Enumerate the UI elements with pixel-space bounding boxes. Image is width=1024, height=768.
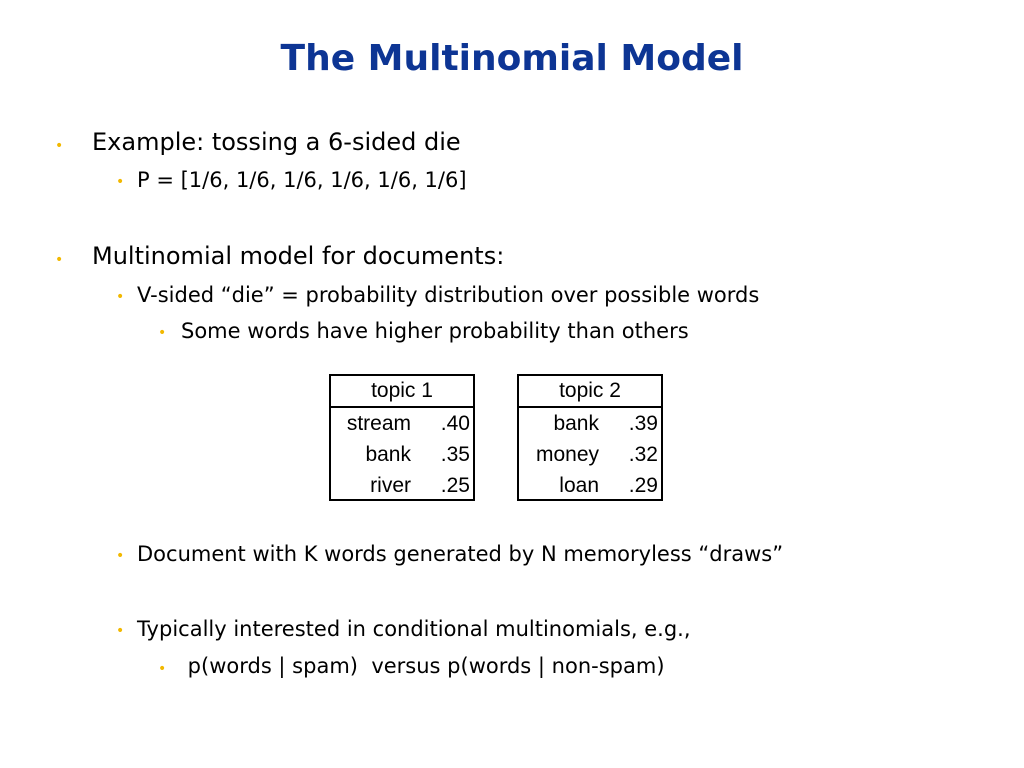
topic-probability: .25 xyxy=(440,474,470,497)
bullet-icon: • xyxy=(116,289,125,305)
bullet-die-probabilities: P = [1/6, 1/6, 1/6, 1/6, 1/6, 1/6] xyxy=(137,168,467,192)
bullet-icon: • xyxy=(116,174,125,190)
bullet-icon: • xyxy=(55,252,64,268)
topic-word: river xyxy=(370,474,411,497)
topic-word: bank xyxy=(365,443,411,466)
topic-table-2 xyxy=(517,374,663,501)
bullet-spam-comparison: p(words | spam) versus p(words | non-spam) xyxy=(181,654,665,678)
bullet-conditional-multinomials: Typically interested in conditional multinomials, e.g., xyxy=(137,617,691,641)
bullet-icon: • xyxy=(55,138,64,154)
table-row xyxy=(519,408,661,439)
topic-table-1 xyxy=(329,374,475,501)
bullet-example: Example: tossing a 6-sided die xyxy=(92,128,461,156)
slide-title: The Multinomial Model xyxy=(280,38,744,79)
topic-probability: .40 xyxy=(440,412,470,435)
table-row xyxy=(331,470,473,501)
bullet-icon: • xyxy=(116,623,125,639)
table-row xyxy=(519,439,661,470)
bullet-higher-probability: Some words have higher probability than others xyxy=(181,319,689,343)
topic-word: money xyxy=(535,443,599,466)
topic-header: topic 1 xyxy=(331,376,473,408)
topic-probability: .32 xyxy=(628,443,658,466)
bullet-icon: • xyxy=(116,548,125,564)
bullet-v-sided-die: V-sided “die” = probability distribution over possible words xyxy=(137,283,760,307)
table-row xyxy=(519,470,661,501)
table-row xyxy=(331,439,473,470)
topic-word: loan xyxy=(559,474,599,497)
topic-word: stream xyxy=(346,412,411,435)
topic-word: bank xyxy=(553,412,599,435)
topic-header: topic 2 xyxy=(519,376,661,408)
topic-probability: .29 xyxy=(628,474,658,497)
bullet-document-draws: Document with K words generated by N memoryless “draws” xyxy=(137,542,784,566)
bullet-multinomial-documents: Multinomial model for documents: xyxy=(92,242,505,270)
topic-probability: .39 xyxy=(628,412,658,435)
bullet-icon: • xyxy=(158,661,167,677)
table-row xyxy=(331,408,473,439)
bullet-icon: • xyxy=(158,325,167,341)
topic-probability: .35 xyxy=(440,443,470,466)
